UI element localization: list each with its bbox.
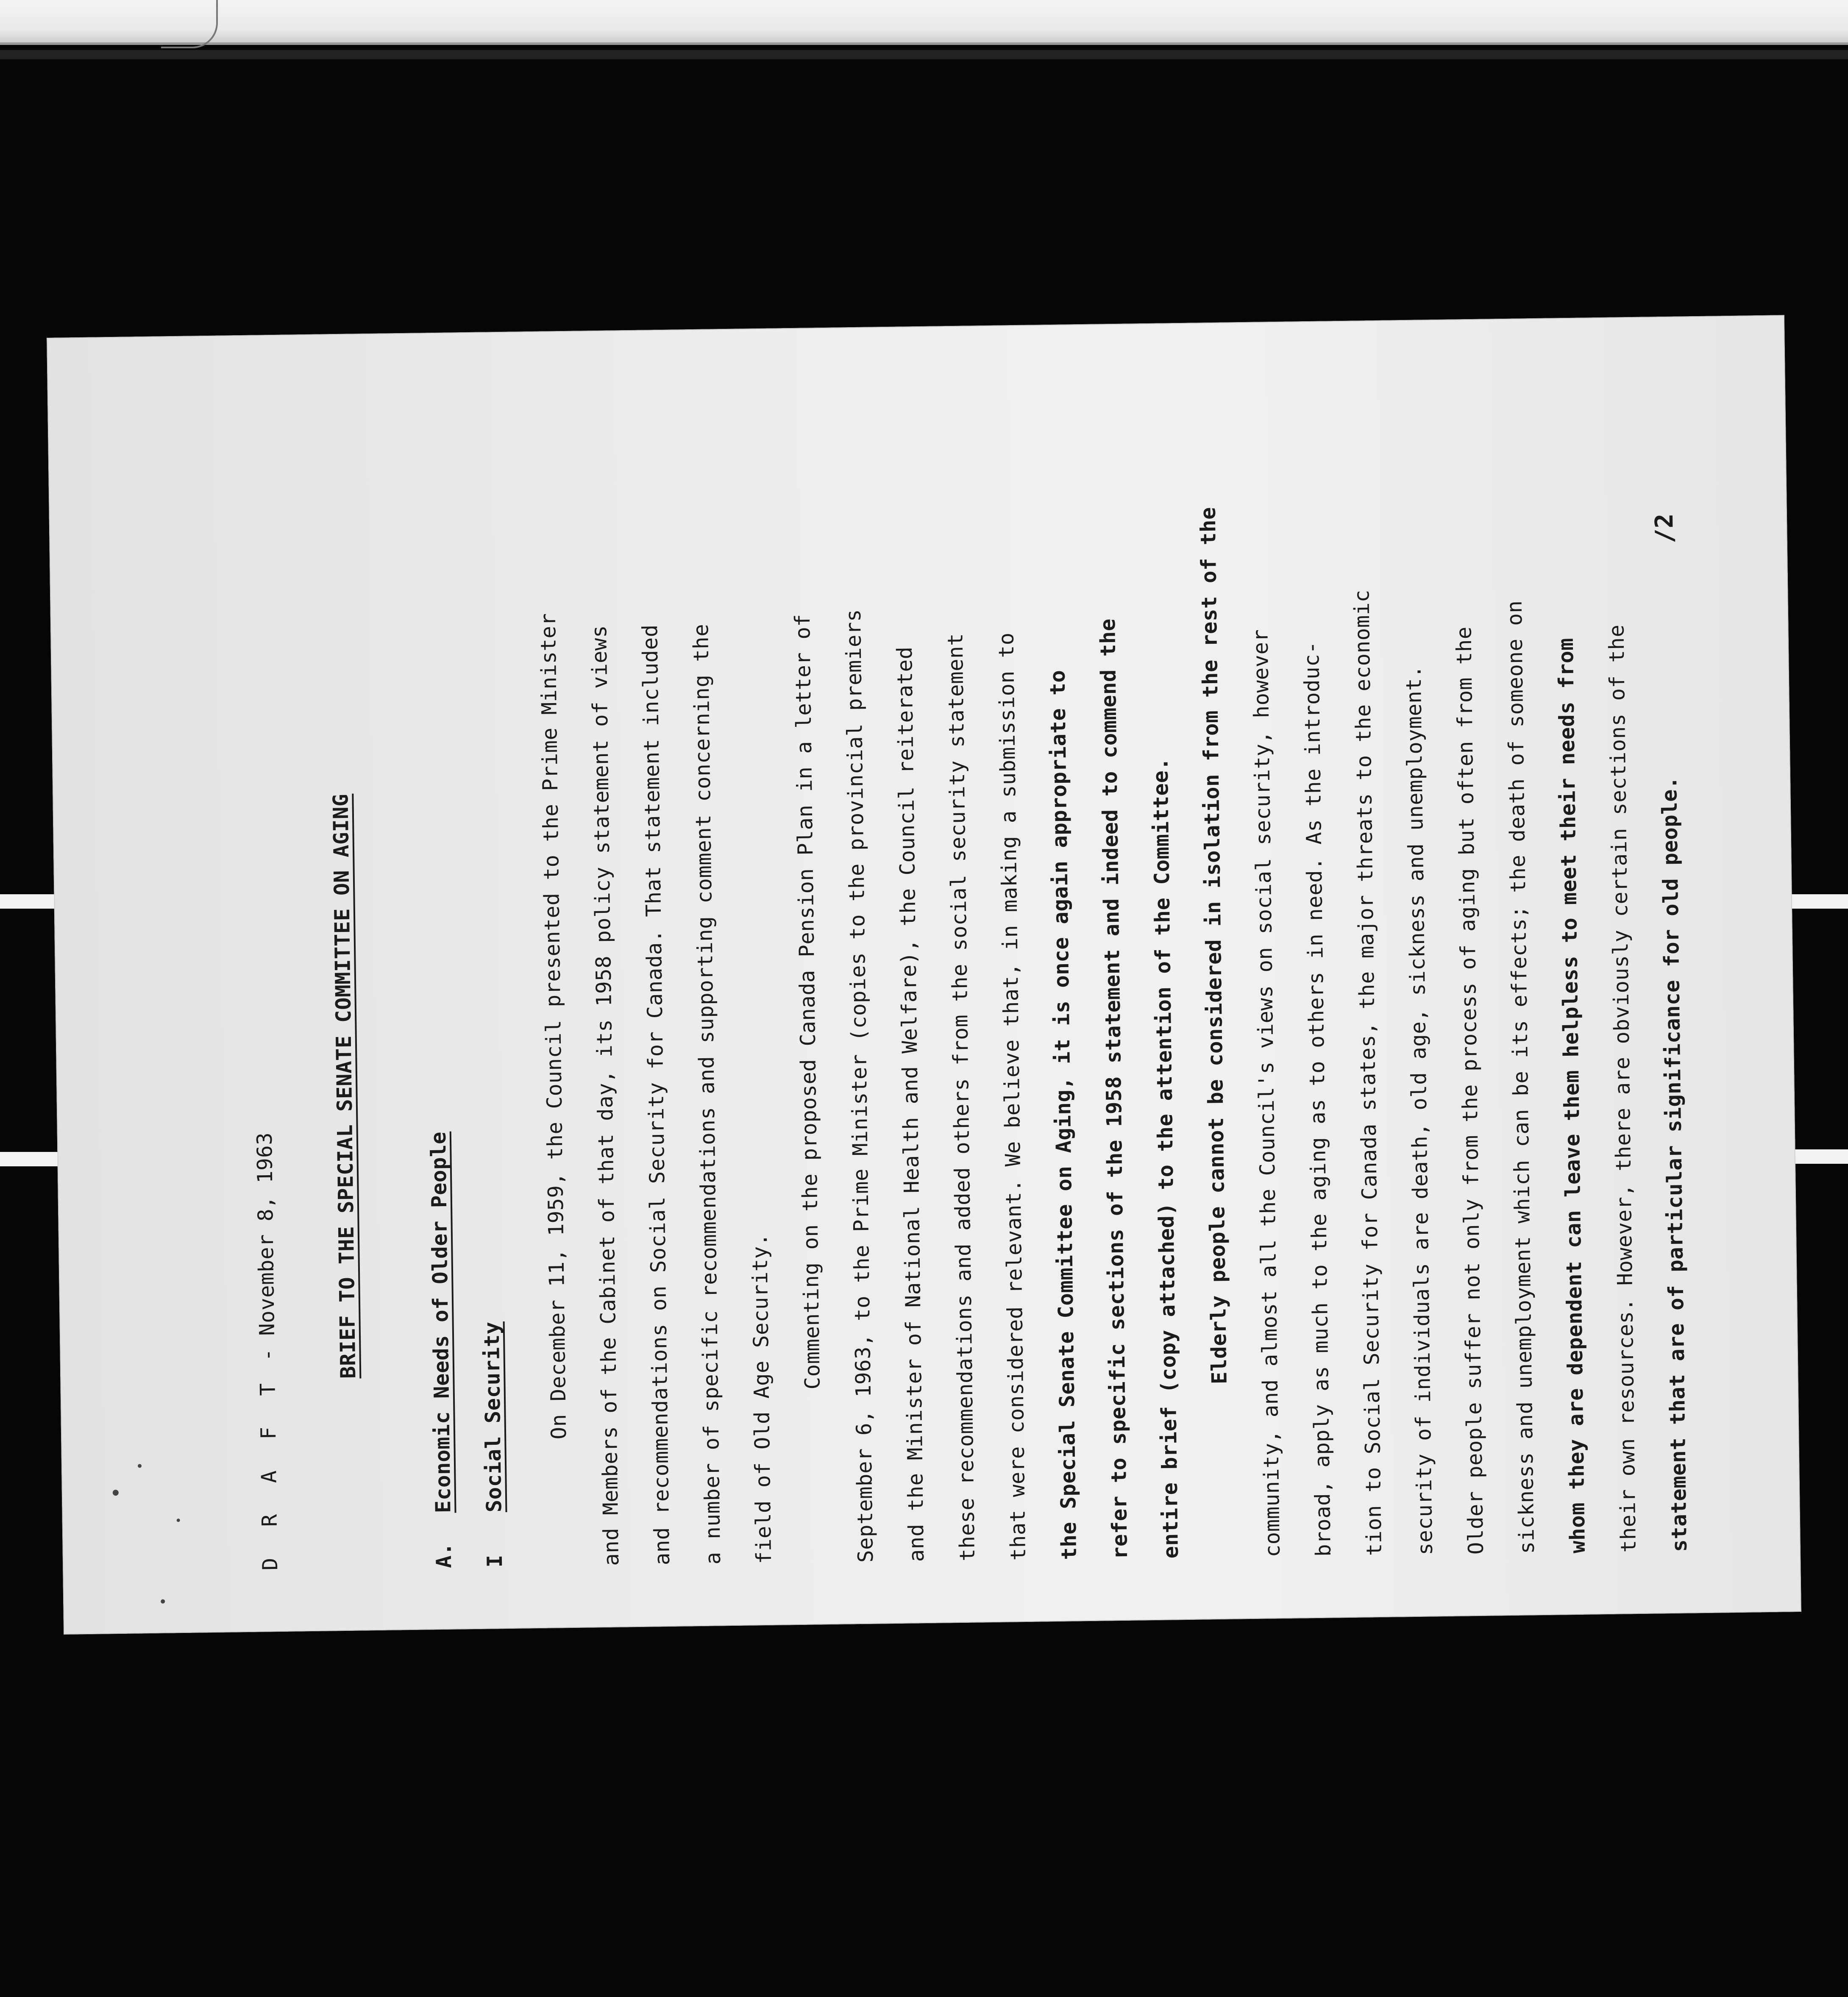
draft-date: - November 8, 1963 [252,1132,280,1362]
body-line: Elderly people cannot be considered in isolation from the rest of the [1196,506,1232,1385]
document-page [47,315,1801,1634]
section-a-letter: A. [431,1542,456,1569]
body-line: broad, apply as much to the aging as to others in need. As the introduc- [1299,641,1336,1557]
body-line: community, and almost all the Council's views on social security, however [1248,629,1285,1558]
film-corner-mark [161,0,218,48]
film-top-margin [0,0,1848,45]
page-continuation-marker: /2 [1649,513,1679,544]
body-line: and Members of the Cabinet of that day, its 1958 policy statement of views [587,625,624,1566]
section-i-title: Social Security [479,1321,507,1513]
document-title: BRIEF TO THE SPECIAL SENATE COMMITTEE ON AGING [328,793,361,1379]
body-line: and recommendations on Social Security for Canada. That statement included [638,624,675,1566]
section-i-heading [467,1321,521,1568]
body-line: these recommendations and added others from the social security statement [943,633,980,1562]
draft-header [239,1132,296,1571]
body-line: tion to Social Security for Canada states, the major threats to the economic [1350,589,1387,1556]
draft-label: D R A F T [256,1374,283,1571]
body-line: and the Minister of National Health and Welfare), the Council reiterated [892,646,929,1562]
body-line: that were considered relevant. We believe that, in making a submission to [994,632,1031,1561]
body-line: refer to specific sections of the 1958 statement and indeed to commend the [1096,618,1133,1560]
body-line: entire brief (copy attached) to the attention of the Committee. [1148,757,1183,1559]
section-a-title: Economic Needs of Older People [426,1131,456,1513]
body-line: their own resources. However, there are obviously certain sections of the [1604,624,1641,1553]
body-line: Commenting on the proposed Canada Pension Plan in a letter of [790,614,825,1390]
body-line: Older people suffer not only from the process of aging but often from the [1452,626,1489,1555]
body-line: sickness and unemployment which can be its effects; the death of someone on [1502,600,1539,1554]
ink-speck [138,1464,142,1468]
body-line: statement that are of particular significance for old people. [1657,776,1692,1552]
film-edge-line [0,50,1848,59]
section-a-heading [413,1131,470,1569]
ink-speck [113,1490,119,1496]
body-line: a number of specific recommendations and supporting comment concerning the [689,623,726,1565]
body-line: On December 11, 1959, the Council presented to the Prime Minister [536,613,571,1440]
section-i-numeral: I [482,1554,507,1568]
body-line: whom they are dependent can leave them helpless to meet their needs from [1553,637,1590,1554]
body-line: the Special Senate Committee on Aging, it is once again appropriate to [1045,670,1082,1560]
body-line: September 6, 1963, to the Prime Minister (copies to the provincial premiers [841,609,878,1563]
page-text [132,339,1716,1610]
body-line: field of Old Age Security. [747,1233,776,1564]
body-line: security of individuals are death, old age, sickness and unemployment. [1401,665,1438,1556]
